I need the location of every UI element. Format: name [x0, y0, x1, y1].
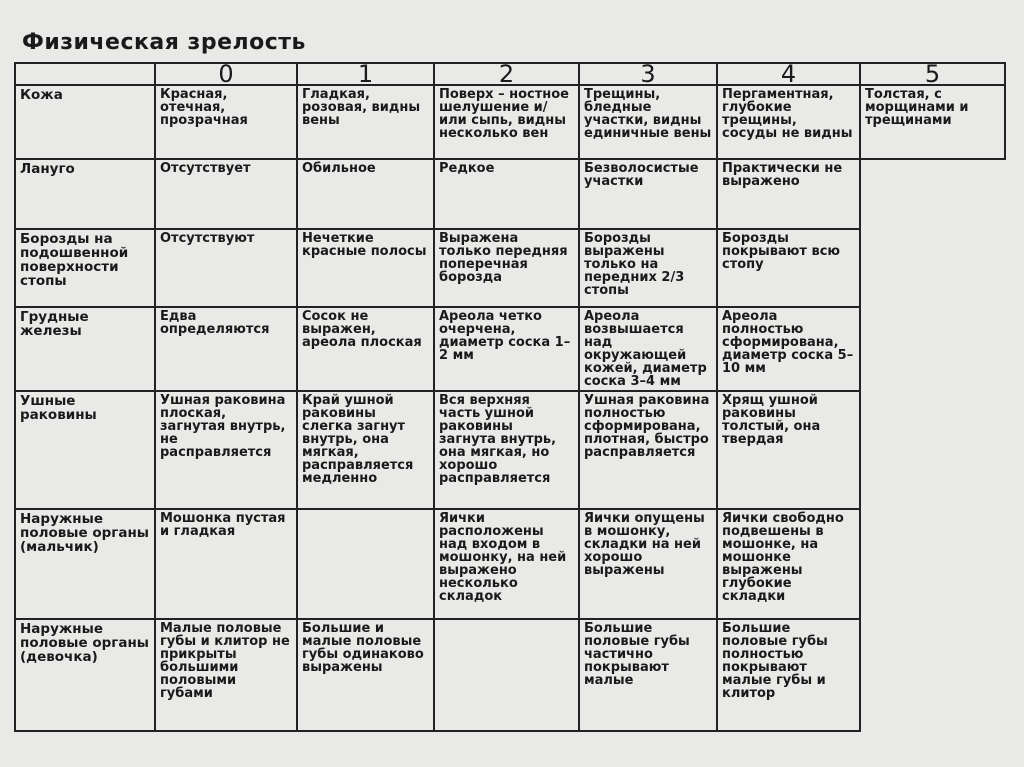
- table-cell: Мошонка пустая и гладкая: [155, 509, 297, 619]
- header-cell-0: 0: [155, 63, 297, 85]
- table-row: [15, 159, 1005, 229]
- table-cell: Вся верхняя часть ушной раковины загнута внутрь, она мягкая, но хорошо расправляется: [434, 391, 579, 509]
- table-cell: [434, 619, 579, 731]
- table-cell: Ушная раковина плоская, загнутая внутрь, не расправляется: [155, 391, 297, 509]
- header-cell-corner: [15, 63, 155, 85]
- table-cell: Яички расположены над входом в мошонку, на ней выраженo несколько складок: [434, 509, 579, 619]
- table-cell: Безволосистые участки: [579, 159, 717, 229]
- table-cell-empty: [860, 509, 1005, 619]
- table-cell: Трещины, бледные участки, видны единичные вены: [579, 85, 717, 159]
- row-label-genitals-male: Наружные половые органы (мальчик): [15, 509, 155, 619]
- header-cell-1: 1: [297, 63, 434, 85]
- row-label-plantar-creases: Борозды на подошвенной поверхности стопы: [15, 229, 155, 307]
- table-cell: Гладкая, розовая, видны вены: [297, 85, 434, 159]
- table-cell: Толстая, с морщинами и трещинами: [860, 85, 1005, 159]
- table-cell-empty: [860, 307, 1005, 391]
- table-cell-empty: [860, 391, 1005, 509]
- table-cell: Малые половые губы и клитор не прикрыты большими половыми губами: [155, 619, 297, 731]
- table-cell: Поверх – ностное шелушение и/или сыпь, видны несколько вен: [434, 85, 579, 159]
- row-label-skin: Кожа: [15, 85, 155, 159]
- row-label-lanugo: Лануго: [15, 159, 155, 229]
- table-row: [15, 619, 1005, 731]
- table-cell: Яички свободно подвешены в мошонке, на мошонке выражены глубокие складки: [717, 509, 860, 619]
- table-cell: Борозды покрывают всю стопу: [717, 229, 860, 307]
- header-row: [15, 63, 1005, 85]
- row-label-genitals-female: Наружные половые органы (девочка): [15, 619, 155, 731]
- table-cell: Ушная раковина полностью сформирована, плотная, быстро расправляется: [579, 391, 717, 509]
- table-cell: Выражена только передняя поперечная борозда: [434, 229, 579, 307]
- table-row: [15, 509, 1005, 619]
- table-row: [15, 229, 1005, 307]
- header-cell-4: 4: [717, 63, 860, 85]
- table-cell: Едва определяются: [155, 307, 297, 391]
- row-label-ears: Ушные раковины: [15, 391, 155, 509]
- page-title: Физическая зрелость: [22, 30, 306, 55]
- table-row: [15, 307, 1005, 391]
- header-cell-5: 5: [860, 63, 1005, 85]
- table-cell: Хрящ ушной раковины толстый, она твердая: [717, 391, 860, 509]
- table-cell: Большие половые губы полностью покрывают малые губы и клитор: [717, 619, 860, 731]
- table-cell: Практически не выражено: [717, 159, 860, 229]
- table-cell: Ареола полностью сформирована, диаметр соска 5–10 мм: [717, 307, 860, 391]
- table-cell: Большие и малые половые губы одинаково выражены: [297, 619, 434, 731]
- table-row: [15, 85, 1005, 159]
- header-cell-3: 3: [579, 63, 717, 85]
- table-cell: Ареола четко очерчена, диаметр соска 1–2 мм: [434, 307, 579, 391]
- table-cell: Нечеткие красные полосы: [297, 229, 434, 307]
- table-cell: Борозды выражены только на передних 2/3 стопы: [579, 229, 717, 307]
- table-cell-empty: [860, 159, 1005, 229]
- table-cell: Пергаментная, глубокие трещины, сосуды не видны: [717, 85, 860, 159]
- table-cell: Отсутствуют: [155, 229, 297, 307]
- table-cell: Сосок не выражен, ареола плоская: [297, 307, 434, 391]
- table-cell: Ареола возвышается над окружающей кожей, диаметр соска 3–4 мм: [579, 307, 717, 391]
- row-label-breast: Грудные железы: [15, 307, 155, 391]
- physical-maturity-table: [14, 62, 1006, 732]
- table-cell-empty: [860, 619, 1005, 731]
- header-cell-2: 2: [434, 63, 579, 85]
- table-row: [15, 391, 1005, 509]
- table-cell: Обильное: [297, 159, 434, 229]
- table-cell: Красная, отечная, прозрачная: [155, 85, 297, 159]
- table-cell-empty: [860, 229, 1005, 307]
- table-cell: [297, 509, 434, 619]
- table-cell: Отсутствует: [155, 159, 297, 229]
- table-cell: Редкое: [434, 159, 579, 229]
- table-cell: Яички опущены в мошонку, складки на ней хорошо выражены: [579, 509, 717, 619]
- table-cell: Большие половые губы частично покрывают малые: [579, 619, 717, 731]
- table-cell: Край ушной раковины слегка загнут внутрь, она мягкая, расправляется медленно: [297, 391, 434, 509]
